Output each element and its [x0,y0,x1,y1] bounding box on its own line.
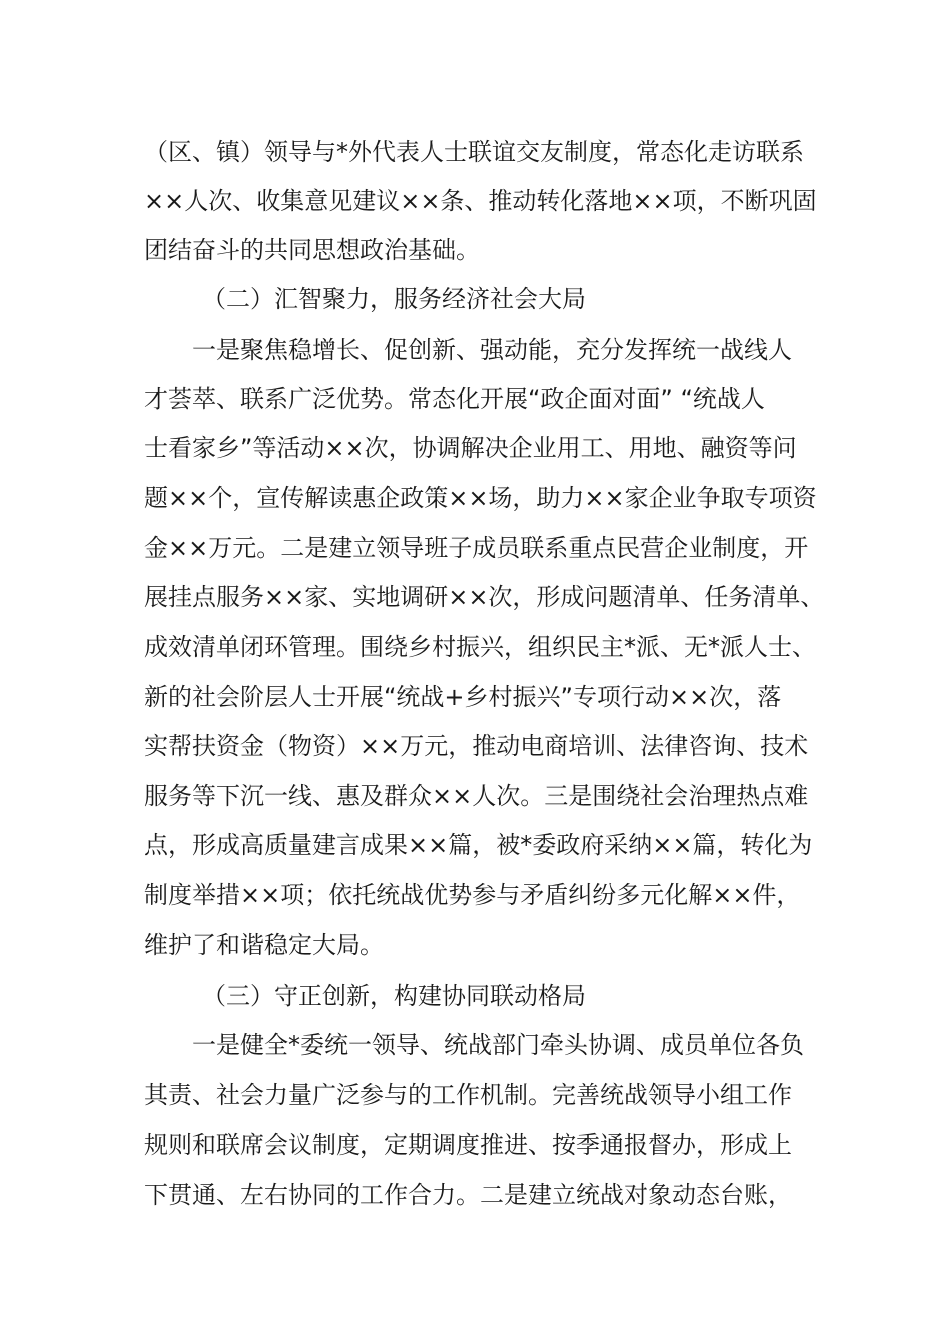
paragraph-line: （区、镇）领导与*外代表人士联谊交友制度，常态化走访联系 [144,138,804,166]
paragraph-line: 实帮扶资金（物资）××万元，推动电商培训、法律咨询、技术 [144,732,809,760]
paragraph-line: 制度举措××项；依托统战优势参与矛盾纠纷多元化解××件， [144,881,801,909]
paragraph-line: 点，形成高质量建言成果××篇，被*委政府采纳××篇，转化为 [144,831,813,859]
paragraph-line: 服务等下沉一线、惠及群众××人次。三是围绕社会治理热点难 [144,782,809,810]
paragraph-line: 新的社会阶层人士开展“统战+乡村振兴”专项行动××次，落 [144,683,782,711]
paragraph-line: 维护了和谐稳定大局。 [144,931,384,959]
paragraph-line: ××人次、收集意见建议××条、推动转化落地××项，不断巩固 [144,187,817,215]
section-heading: （三）守正创新，构建协同联动格局 [202,982,586,1010]
paragraph-line: 才荟萃、联系广泛优势。常态化开展“政企面对面” “统战人 [144,385,765,413]
paragraph-line: 题××个，宣传解读惠企政策××场，助力××家企业争取专项资 [144,484,817,512]
paragraph-line: 一是聚焦稳增长、促创新、强动能，充分发挥统一战线人 [192,336,792,364]
paragraph-line: 规则和联席会议制度，定期调度推进、按季通报督办，形成上 [144,1131,792,1159]
paragraph-line: 其责、社会力量广泛参与的工作机制。完善统战领导小组工作 [144,1081,792,1109]
section-heading: （二）汇智聚力，服务经济社会大局 [202,285,586,313]
paragraph-line: 下贯通、左右协同的工作合力。二是建立统战对象动态台账， [144,1181,792,1209]
paragraph-line: 金××万元。二是建立领导班子成员联系重点民营企业制度，开 [144,534,809,562]
paragraph-line: 士看家乡”等活动××次，协调解决企业用工、用地、融资等问 [144,434,797,462]
paragraph-line: 一是健全*委统一领导、统战部门牵头协调、成员单位各负 [192,1031,804,1059]
paragraph-line: 展挂点服务××家、实地调研××次，形成问题清单、任务清单、 [144,583,825,611]
paragraph-line: 团结奋斗的共同思想政治基础。 [144,236,480,264]
paragraph-line: 成效清单闭环管理。围绕乡村振兴，组织民主*派、无*派人士、 [144,633,816,661]
